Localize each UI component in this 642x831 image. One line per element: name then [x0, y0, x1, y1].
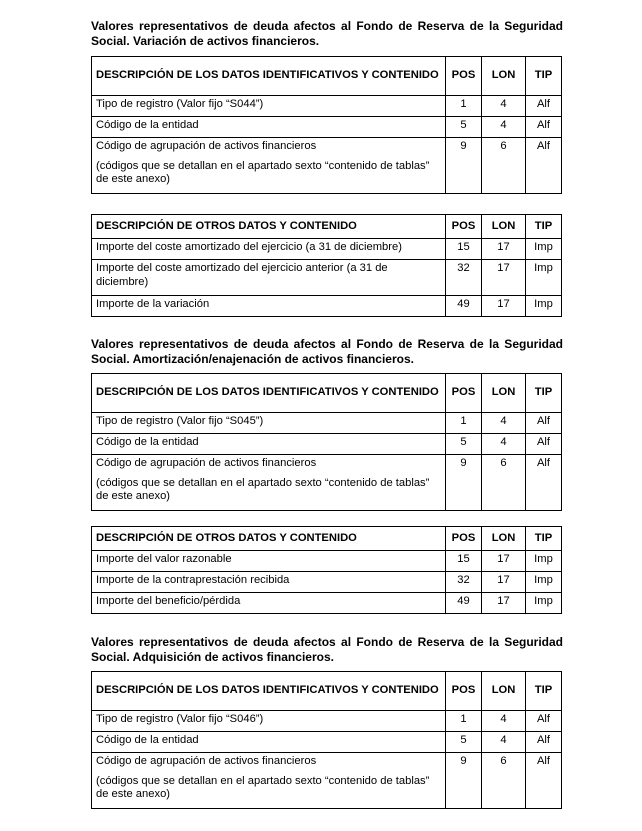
row-desc: Importe del beneficio/pérdida	[92, 593, 446, 614]
row-pos: 1	[446, 96, 482, 117]
row-tip: Alf	[526, 413, 562, 434]
row-desc-note: (códigos que se detallan en el apartado sexto “contenido de tablas” de este anexo)	[96, 476, 430, 503]
row-desc-note: (códigos que se detallan en el apartado sexto “contenido de tablas” de este anexo)	[96, 774, 430, 801]
pos-header: POS	[446, 672, 482, 711]
table-header-row	[92, 527, 562, 551]
row-desc: Importe de la variación	[92, 296, 446, 317]
desc-header: DESCRIPCIÓN DE OTROS DATOS Y CONTENIDO	[92, 527, 446, 551]
row-desc-main: Código de agrupación de activos financieros	[96, 457, 317, 469]
row-pos: 15	[446, 551, 482, 572]
desc-header: DESCRIPCIÓN DE LOS DATOS IDENTIFICATIVOS Y CONTENIDO	[92, 374, 446, 413]
row-pos: 15	[446, 239, 482, 260]
row-tip: Alf	[526, 117, 562, 138]
row-pos: 9	[446, 138, 482, 194]
table-row	[92, 711, 562, 732]
row-tip: Imp	[526, 551, 562, 572]
table-row	[92, 434, 562, 455]
row-pos: 5	[446, 117, 482, 138]
tip-header: TIP	[526, 57, 562, 96]
table-row	[92, 138, 562, 194]
row-pos: 1	[446, 711, 482, 732]
section-heading: Valores representativos de deuda afectos al Fondo de Reserva de la Seguridad Social. Amortización/enajenación de activos financieros.	[91, 337, 563, 366]
tip-header: TIP	[526, 527, 562, 551]
lon-header: LON	[482, 672, 526, 711]
row-tip: Alf	[526, 96, 562, 117]
ident-table	[91, 671, 562, 809]
table-header-row	[92, 672, 562, 711]
row-desc: Importe del coste amortizado del ejercicio anterior (a 31 de diciembre)	[92, 260, 446, 296]
row-desc: Código de la entidad	[92, 732, 446, 753]
table-row	[92, 296, 562, 317]
row-pos: 49	[446, 296, 482, 317]
table-row	[92, 413, 562, 434]
pos-header: POS	[446, 374, 482, 413]
other-data-table	[91, 526, 562, 614]
desc-header: DESCRIPCIÓN DE LOS DATOS IDENTIFICATIVOS Y CONTENIDO	[92, 672, 446, 711]
tip-header: TIP	[526, 374, 562, 413]
row-desc: Importe del coste amortizado del ejercicio (a 31 de diciembre)	[92, 239, 446, 260]
table-row	[92, 732, 562, 753]
row-desc	[92, 138, 446, 194]
row-desc: Importe de la contraprestación recibida	[92, 572, 446, 593]
row-tip: Imp	[526, 239, 562, 260]
lon-header: LON	[482, 527, 526, 551]
pos-header: POS	[446, 215, 482, 239]
row-desc: Tipo de registro (Valor fijo “S045”)	[92, 413, 446, 434]
row-lon: 4	[482, 711, 526, 732]
ident-table	[91, 56, 562, 194]
row-desc: Tipo de registro (Valor fijo “S044”)	[92, 96, 446, 117]
row-pos: 32	[446, 572, 482, 593]
row-pos: 9	[446, 455, 482, 511]
row-lon: 17	[482, 572, 526, 593]
row-lon: 17	[482, 296, 526, 317]
desc-header: DESCRIPCIÓN DE OTROS DATOS Y CONTENIDO	[92, 215, 446, 239]
row-lon: 4	[482, 117, 526, 138]
row-pos: 5	[446, 434, 482, 455]
row-tip: Imp	[526, 593, 562, 614]
row-lon: 6	[482, 455, 526, 511]
lon-header: LON	[482, 215, 526, 239]
table-header-row	[92, 374, 562, 413]
table-row	[92, 117, 562, 138]
table-row	[92, 239, 562, 260]
row-desc	[92, 455, 446, 511]
row-desc-main: Código de agrupación de activos financieros	[96, 140, 317, 152]
table-row	[92, 572, 562, 593]
other-data-table	[91, 214, 562, 317]
row-tip: Imp	[526, 296, 562, 317]
row-lon: 6	[482, 753, 526, 809]
tip-header: TIP	[526, 215, 562, 239]
table-row	[92, 753, 562, 809]
section-heading: Valores representativos de deuda afectos al Fondo de Reserva de la Seguridad Social. Adquisición de activos financieros.	[91, 635, 563, 664]
table-row	[92, 260, 562, 296]
table-header-row	[92, 57, 562, 96]
table-row	[92, 551, 562, 572]
tip-header: TIP	[526, 672, 562, 711]
row-lon: 17	[482, 551, 526, 572]
lon-header: LON	[482, 374, 526, 413]
row-tip: Alf	[526, 753, 562, 809]
row-tip: Alf	[526, 455, 562, 511]
row-lon: 4	[482, 434, 526, 455]
row-lon: 17	[482, 260, 526, 296]
row-tip: Alf	[526, 732, 562, 753]
row-lon: 17	[482, 239, 526, 260]
row-lon: 4	[482, 96, 526, 117]
row-pos: 9	[446, 753, 482, 809]
row-desc: Código de la entidad	[92, 117, 446, 138]
row-tip: Alf	[526, 434, 562, 455]
section-heading: Valores representativos de deuda afectos al Fondo de Reserva de la Seguridad Social. Variación de activos financieros.	[91, 19, 563, 48]
row-lon: 17	[482, 593, 526, 614]
lon-header: LON	[482, 57, 526, 96]
row-desc-main: Código de agrupación de activos financieros	[96, 755, 317, 767]
row-pos: 1	[446, 413, 482, 434]
row-desc: Importe del valor razonable	[92, 551, 446, 572]
row-desc	[92, 753, 446, 809]
ident-table	[91, 373, 562, 511]
table-row	[92, 96, 562, 117]
table-row	[92, 593, 562, 614]
row-tip: Imp	[526, 260, 562, 296]
row-pos: 5	[446, 732, 482, 753]
row-tip: Alf	[526, 138, 562, 194]
row-pos: 32	[446, 260, 482, 296]
pos-header: POS	[446, 527, 482, 551]
table-row	[92, 455, 562, 511]
row-tip: Imp	[526, 572, 562, 593]
row-tip: Alf	[526, 711, 562, 732]
row-desc-note: (códigos que se detallan en el apartado sexto “contenido de tablas” de este anexo)	[96, 159, 430, 186]
row-pos: 49	[446, 593, 482, 614]
row-desc: Tipo de registro (Valor fijo “S046”)	[92, 711, 446, 732]
row-lon: 4	[482, 413, 526, 434]
row-lon: 6	[482, 138, 526, 194]
row-desc: Código de la entidad	[92, 434, 446, 455]
pos-header: POS	[446, 57, 482, 96]
table-header-row	[92, 215, 562, 239]
desc-header: DESCRIPCIÓN DE LOS DATOS IDENTIFICATIVOS Y CONTENIDO	[92, 57, 446, 96]
row-lon: 4	[482, 732, 526, 753]
